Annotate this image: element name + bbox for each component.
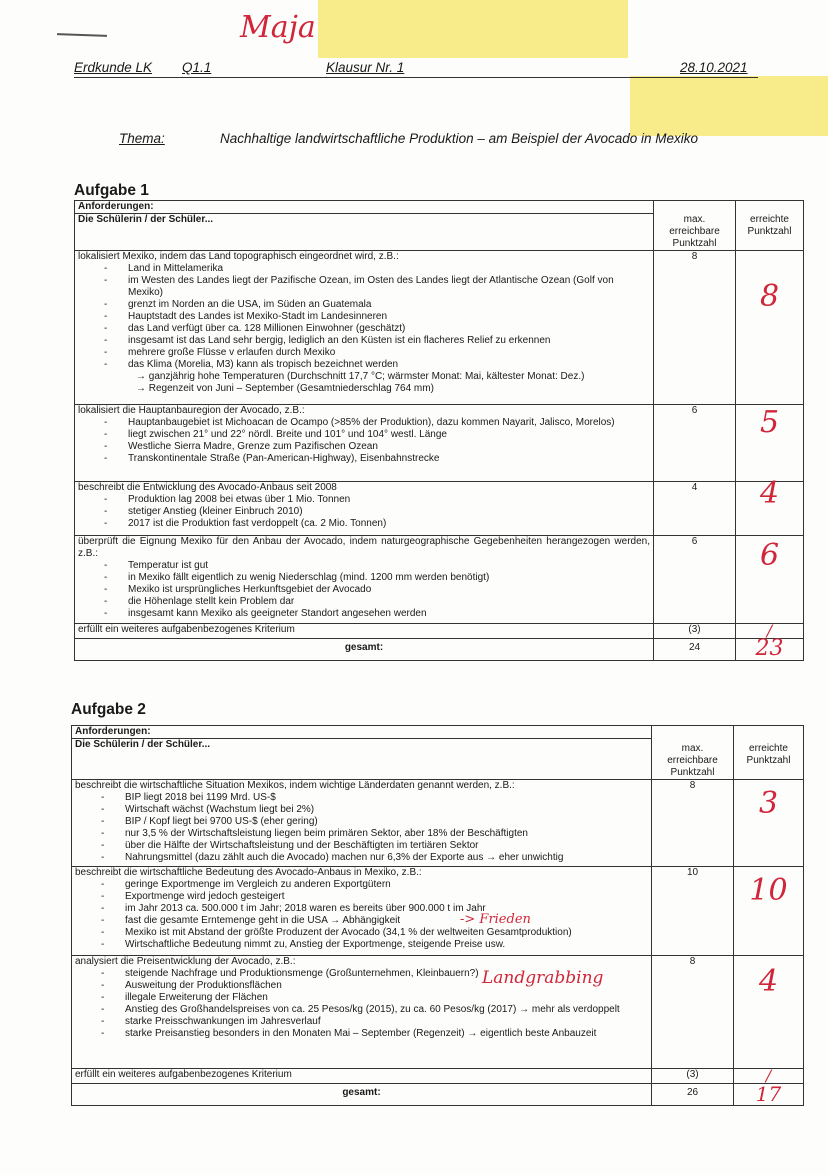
topic: Nachhaltige landwirtschaftliche Produktion – am Beispiel der Avocado in Mexiko (220, 131, 699, 146)
exam-date: 28.10.2021 (680, 60, 748, 75)
topic-label: Thema: (119, 131, 165, 146)
criterion-lead: lokalisiert die Hauptanbauregion der Avocado, z.B.: (78, 405, 305, 416)
pupil-label: Die Schülerin / der Schüler... (75, 739, 211, 750)
list-item: - Mexiko ist ursprüngliches Herkunftsgebiet der Avocado (128, 584, 650, 596)
list-item: - insgesamt ist das Land sehr bergig, lediglich an den Küsten ist ein flacheres Relief zu erkennen (128, 335, 650, 347)
total-max: 24 (654, 639, 736, 661)
list-item: - Anstieg des Großhandelspreises von ca. 25 Pesos/kg (2015), zu ca. 60 Pesos/kg (2017) → mehr als verdoppelt (125, 1004, 648, 1016)
total-score: 17 (734, 1084, 804, 1106)
anforderungen-label: Anforderungen: (75, 201, 653, 214)
extra-criterion: erfüllt ein weiteres aufgabenbezogenes Kriterium (72, 1069, 652, 1084)
criterion-lead: überprüft die Eignung Mexiko für den Anbau der Avocado, indem naturgeographische Gegebenheiten herangezogen werden, z.B.: (78, 536, 650, 559)
list-item: - Land in Mittelamerika (128, 263, 650, 275)
list-item: - über die Hälfte der Wirtschaftsleistung und der Beschäftigten im tertiären Sektor (125, 840, 648, 852)
list-item: - Wirtschaft wächst (Wachstum liegt bei 2%) (125, 804, 648, 816)
list-item: - starke Preisanstieg besonders in den Monaten Mai – September (Regenzeit) → eigentlich beste Anbauzeit (125, 1028, 648, 1040)
list-item: - Hauptanbaugebiet ist Michoacan de Ocampo (>85% der Produktion), dazu kommen Nayarit, Jalisco, Morelos) (128, 417, 650, 429)
reached-points-header: erreichte Punktzahl (736, 201, 804, 251)
score: 3 (758, 786, 779, 821)
list-item: - liegt zwischen 21° und 22° nördl. Breite und 101° und 104° westl. Länge (128, 429, 650, 441)
list-item: - Hauptstadt des Landes ist Mexiko-Stadt im Landesinneren (128, 311, 650, 323)
sticky-note-top (318, 0, 628, 58)
max-points-header: max. erreichbare Punktzahl (654, 201, 736, 251)
list-item: - im Jahr 2013 ca. 500.000 t im Jahr; 2018 waren es bereits über 900.000 t im Jahr (125, 903, 648, 915)
task2-title: Aufgabe 2 (71, 701, 146, 718)
pen-stroke (57, 33, 107, 37)
score: 4 (758, 964, 779, 999)
list-item: - nur 3,5 % der Wirtschaftsleistung liegen beim primären Sektor, aber 18% der Beschäftigten (125, 828, 648, 840)
max-points: (3) (652, 1069, 734, 1084)
course: Q1.1 (182, 60, 212, 75)
task1-row-extra (75, 624, 804, 639)
score: 10 (749, 873, 788, 908)
task1-row-3 (75, 482, 804, 536)
score: 5 (759, 405, 780, 440)
total-label: gesamt: (75, 639, 654, 661)
list-item: - mehrere große Flüsse v erlaufen durch Mexiko (128, 347, 650, 359)
list-item: - stetiger Anstieg (kleiner Einbruch 2010) (128, 506, 650, 518)
list-item: - fast die gesamte Erntemenge geht in die USA → Abhängigkeit (125, 915, 648, 927)
task2-header-req (72, 726, 652, 780)
max-points: (3) (654, 624, 736, 639)
list-item: - geringe Exportmenge im Vergleich zu anderen Exportgütern (125, 879, 648, 891)
total-score: 23 (736, 639, 804, 661)
max-points: 8 (652, 956, 734, 1069)
max-points: 10 (652, 867, 734, 956)
list-item: - Westliche Sierra Madre, Grenze zum Pazifischen Ozean (128, 441, 650, 453)
subject: Erdkunde LK (74, 60, 153, 75)
max-points: 8 (654, 251, 736, 405)
criterion-lead: lokalisiert Mexiko, indem das Land topographisch eingeordnet wird, z.B.: (78, 251, 399, 262)
list-item: - im Westen des Landes liegt der Pazifische Ozean, im Osten des Landes liegt der Atlantische Ozean (Golf von Mexiko) (128, 275, 650, 299)
task2-row-1 (72, 780, 804, 867)
list-item: - Produktion lag 2008 bei etwas über 1 Mio. Tonnen (128, 494, 650, 506)
criterion-lead: beschreibt die Entwicklung des Avocado-Anbaus seit 2008 (78, 482, 337, 493)
criterion-lead: beschreibt die wirtschaftliche Bedeutung des Avocado-Anbaus in Mexiko, z.B.: (75, 867, 422, 878)
task2-table (71, 725, 804, 1106)
pupil-label: Die Schülerin / der Schüler... (78, 214, 214, 225)
list-item: - Exportmenge wird jedoch gesteigert (125, 891, 648, 903)
task1-row-2 (75, 405, 804, 482)
margin-note-landgrabbing: Landgrabbing (482, 968, 604, 988)
list-item: - grenzt im Norden an die USA, im Süden an Guatemala (128, 299, 650, 311)
task1-row-total (75, 639, 804, 661)
list-item: - Wirtschaftliche Bedeutung nimmt zu, Anstieg der Exportmenge, steigende Preise usw. (125, 939, 648, 951)
score: / (736, 624, 804, 639)
reached-points-header: erreichte Punktzahl (734, 726, 804, 780)
task1-table (74, 200, 804, 661)
score: 8 (759, 279, 780, 314)
list-item: - Mexiko ist mit Abstand der größte Produzent der Avocado (34,1 % der weltweiten Gesamtproduktion) (125, 927, 648, 939)
list-item: - BIP liegt 2018 bei 1199 Mrd. US-$ (125, 792, 648, 804)
list-item: - Ausweitung der Produktionsflächen (125, 980, 648, 992)
list-item: - steigende Nachfrage und Produktionsmenge (Großunternehmen, Kleinbauern?) (125, 968, 648, 980)
criterion-lead: analysiert die Preisentwicklung der Avocado, z.B.: (75, 956, 296, 967)
max-points: 6 (654, 405, 736, 482)
score: 4 (759, 476, 780, 511)
task2-row-2 (72, 867, 804, 956)
exam-number: Klausur Nr. 1 (326, 60, 405, 75)
score: / (734, 1069, 804, 1084)
list-item: - illegale Erweiterung der Flächen (125, 992, 648, 1004)
list-item: - insgesamt kann Mexiko als geeigneter Standort angesehen werden (128, 608, 650, 620)
sub-item: → ganzjährig hohe Temperaturen (Durchschnitt 17,7 °C; wärmster Monat: Mai, kältester Monat: Dez.) (136, 371, 585, 382)
list-item: - das Land verfügt über ca. 128 Millionen Einwohner (geschätzt) (128, 323, 650, 335)
max-points: 4 (654, 482, 736, 536)
list-item: - Temperatur ist gut (128, 560, 650, 572)
task1-header-row (75, 201, 804, 251)
list-item: - die Höhenlage stellt kein Problem dar (128, 596, 650, 608)
task2-header-row (72, 726, 804, 780)
max-points: 6 (654, 536, 736, 624)
task2-row-total (72, 1084, 804, 1106)
score: 6 (759, 538, 780, 573)
header-underline (74, 77, 758, 78)
list-item: - starke Preisschwankungen im Jahresverlauf (125, 1016, 648, 1028)
student-name: Maja (240, 10, 316, 45)
total-label: gesamt: (72, 1084, 652, 1106)
list-item: - Nahrungsmittel (dazu zählt auch die Avocado) machen nur 6,3% der Exporte aus → eher unwichtig (125, 852, 648, 864)
list-item: - das Klima (Morelia, M3) kann als tropisch bezeichnet werden (128, 359, 650, 371)
total-max: 26 (652, 1084, 734, 1106)
task1-row-1 (75, 251, 804, 405)
list-item: - Transkontinentale Straße (Pan-American-Highway), Eisenbahnstrecke (128, 453, 650, 465)
criterion-lead: beschreibt die wirtschaftliche Situation Mexikos, indem wichtige Länderdaten genannt werden, z.B.: (75, 780, 515, 791)
task1-title: Aufgabe 1 (74, 182, 149, 199)
list-item: - 2017 ist die Produktion fast verdoppelt (ca. 2 Mio. Tonnen) (128, 518, 650, 530)
sticky-note-right (630, 76, 828, 136)
max-points-header: max. erreichbare Punktzahl (652, 726, 734, 780)
task1-header-req (75, 201, 654, 251)
anforderungen-label: Anforderungen: (72, 726, 651, 739)
task1-row-4 (75, 536, 804, 624)
extra-criterion: erfüllt ein weiteres aufgabenbezogenes Kriterium (75, 624, 654, 639)
list-item: - BIP / Kopf liegt bei 9700 US-$ (eher gering) (125, 816, 648, 828)
margin-note-frieden: -> Frieden (460, 912, 531, 927)
sub-item: → Regenzeit von Juni – September (Gesamtniederschlag 764 mm) (136, 383, 434, 394)
max-points: 8 (652, 780, 734, 867)
list-item: - in Mexiko fällt eigentlich zu wenig Niederschlag (mind. 1200 mm werden benötigt) (128, 572, 650, 584)
task2-row-3 (72, 956, 804, 1069)
task2-row-extra (72, 1069, 804, 1084)
